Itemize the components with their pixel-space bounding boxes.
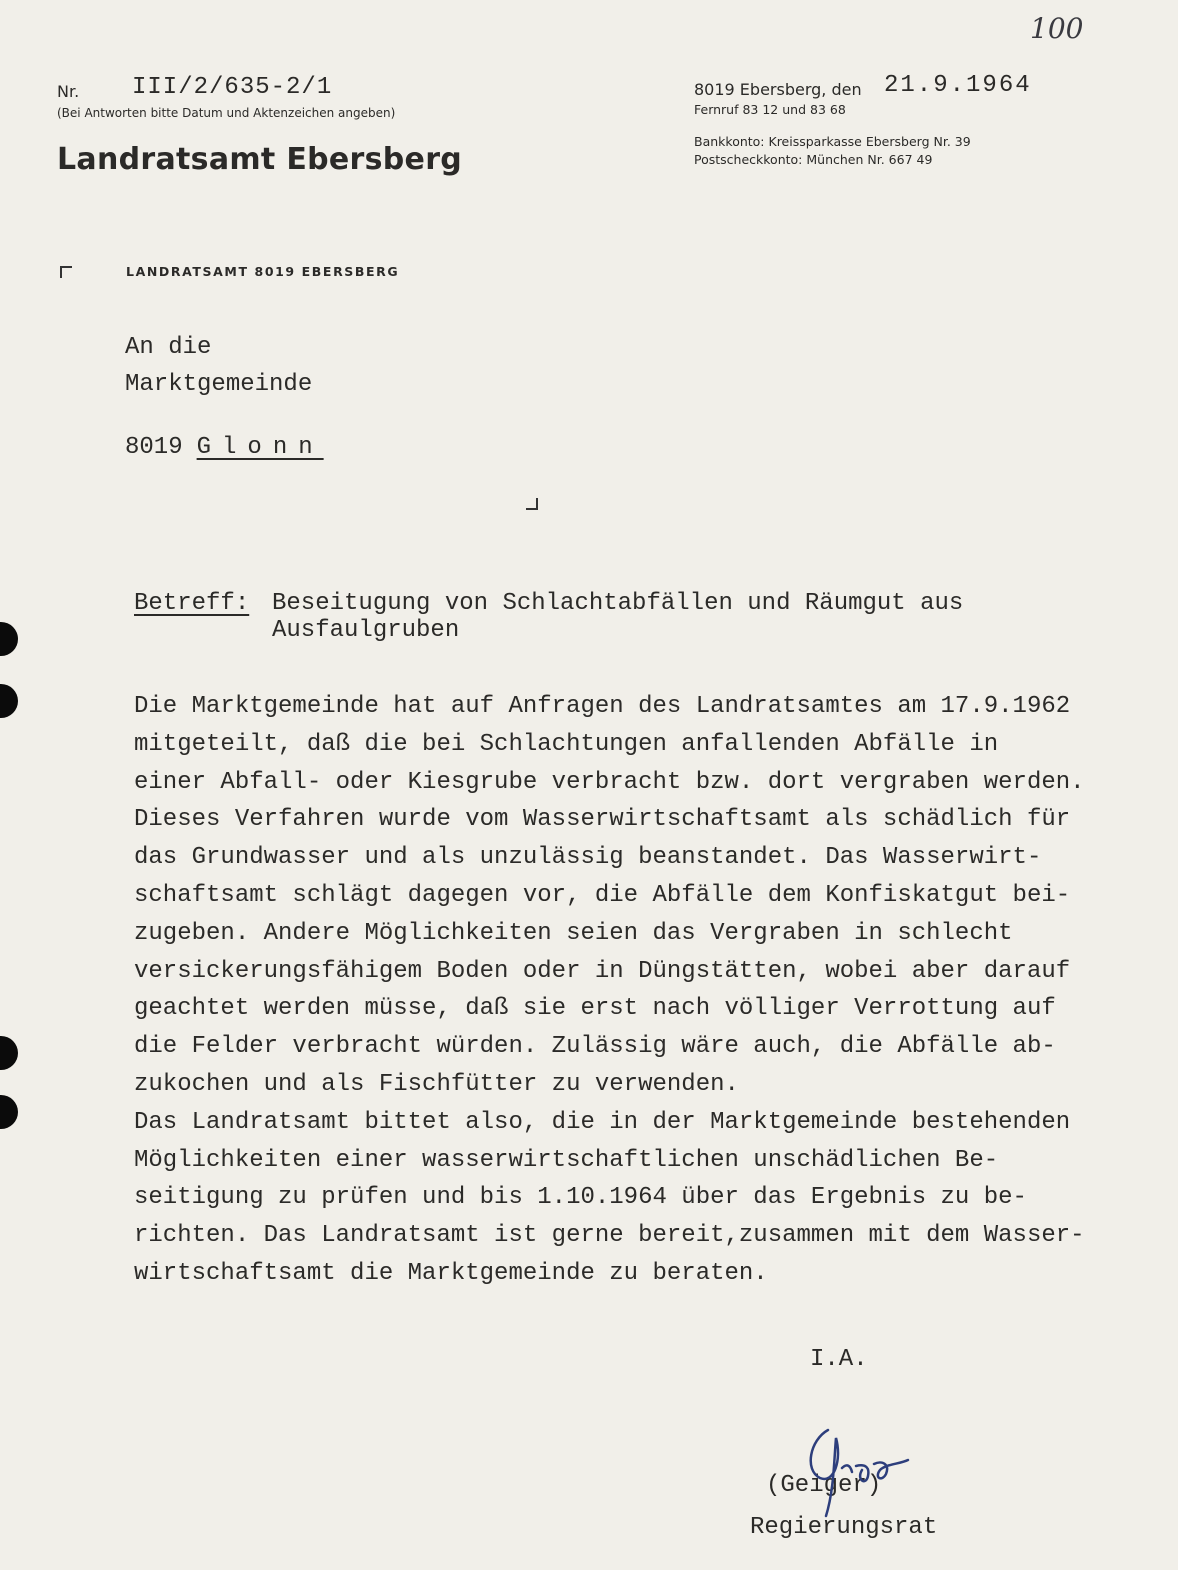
authority-name: Landratsamt Ebersberg	[57, 142, 463, 177]
signer-name: (Geiger)	[766, 1472, 882, 1499]
body-line: seitigung zu prüfen und bis 1.10.1964 über das Ergebnis zu be-	[134, 1184, 1027, 1212]
phone-line: Fernruf 83 12 und 83 68	[694, 102, 846, 117]
bank-account: Bankkonto: Kreissparkasse Ebersberg Nr. 39	[694, 134, 971, 149]
place-date-label: 8019 Ebersberg, den	[694, 80, 862, 99]
body-line: geachtet werden müsse, daß sie erst nach völliger Verrottung auf	[134, 995, 1056, 1023]
body-line: wirtschaftsamt die Marktgemeinde zu beraten.	[134, 1259, 768, 1287]
postal-account: Postscheckkonto: München Nr. 667 49	[694, 152, 933, 167]
reference-note: (Bei Antworten bitte Datum und Aktenzeichen angeben)	[57, 106, 396, 120]
body-line: zugeben. Andere Möglichkeiten seien das Vergraben in schlecht	[134, 919, 1013, 947]
punch-hole	[0, 622, 18, 656]
letter-date: 21.9.1964	[884, 72, 1032, 99]
body-line: schaftsamt schlägt dagegen vor, die Abfälle dem Konfiskatgut bei-	[134, 881, 1071, 909]
page-number: 100	[1030, 12, 1084, 45]
subject-line-2: Ausfaulgruben	[272, 617, 460, 644]
reference-label: Nr.	[57, 82, 80, 101]
body-line: einer Abfall- oder Kiesgrube verbracht bzw. dort vergraben werden.	[134, 768, 1085, 796]
sender-return-line: LANDRATSAMT 8019 EBERSBERG	[126, 264, 400, 279]
punch-hole	[0, 1095, 18, 1129]
window-corner-mark-bottom	[526, 498, 538, 510]
body-line: mitgeteilt, daß die bei Schlachtungen anfallenden Abfälle in	[134, 730, 999, 758]
handwritten-signature	[790, 1420, 920, 1520]
body-line: das Grundwasser und als unzulässig beanstandet. Das Wasserwirt-	[134, 844, 1042, 872]
recipient-line-2: Marktgemeinde	[125, 371, 313, 398]
subject-line-1: Beseitugung von Schlachtabfällen und Räumgut aus	[272, 590, 964, 617]
subject-label: Betreff:	[134, 590, 250, 617]
letter-body	[134, 688, 1174, 1293]
window-corner-mark-top	[60, 266, 72, 278]
body-line: die Felder verbracht würden. Zulässig wäre auch, die Abfälle ab-	[134, 1033, 1056, 1061]
body-line: versickerungsfähigem Boden oder in Düngstätten, wobei aber darauf	[134, 957, 1071, 985]
punch-hole	[0, 1036, 18, 1070]
recipient-line-1: An die	[125, 334, 212, 361]
punch-hole	[0, 684, 18, 718]
body-line: Das Landratsamt bittet also, die in der Marktgemeinde bestehenden	[134, 1108, 1071, 1136]
reference-number: III/2/635-2/1	[132, 74, 333, 101]
body-line: Möglichkeiten einer wasserwirtschaftlichen unschädlichen Be-	[134, 1146, 999, 1174]
body-line: zukochen und als Fischfütter zu verwenden.	[134, 1070, 739, 1098]
recipient-town-line	[125, 434, 324, 461]
recipient-town: Glonn	[196, 434, 324, 461]
body-line: Dieses Verfahren wurde vom Wasserwirtschaftsamt als schädlich für	[134, 806, 1071, 834]
body-line: Die Marktgemeinde hat auf Anfragen des Landratsamtes am 17.9.1962	[134, 693, 1071, 720]
signer-title: Regierungsrat	[750, 1514, 938, 1541]
closing-ia: I.A.	[810, 1346, 868, 1373]
recipient-postcode: 8019	[125, 434, 183, 461]
body-line: richten. Das Landratsamt ist gerne bereit,zusammen mit dem Wasser-	[134, 1222, 1085, 1250]
